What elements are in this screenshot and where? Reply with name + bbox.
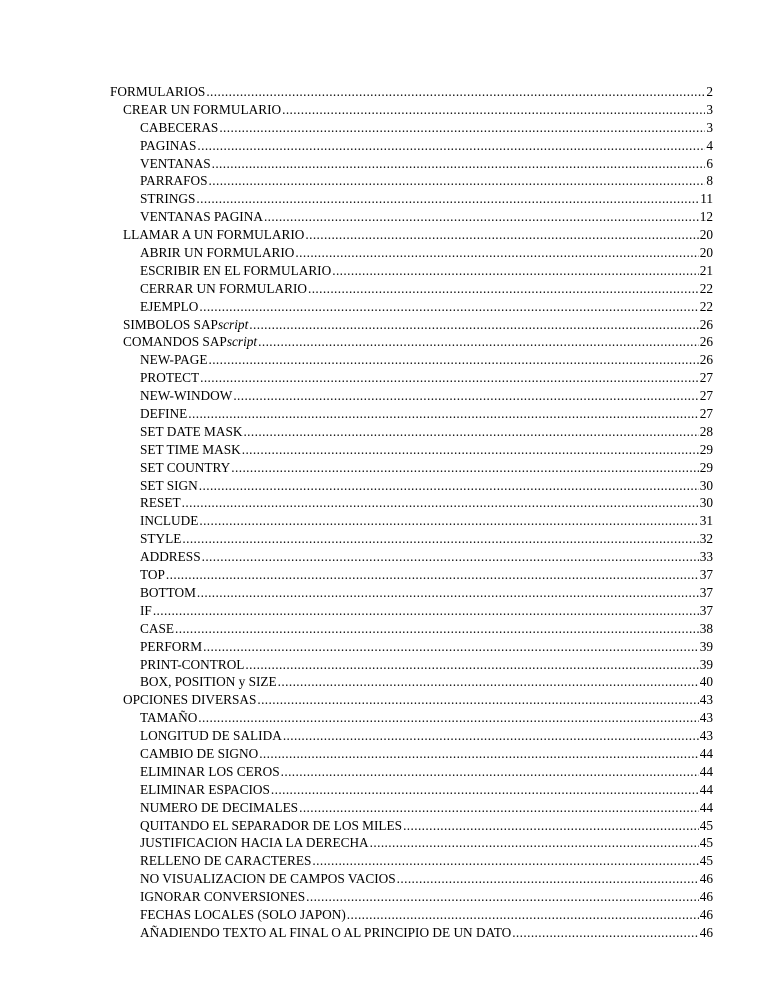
- toc-entry-title: FECHAS LOCALES (SOLO JAPON): [140, 906, 346, 922]
- dot-leader: [258, 333, 699, 351]
- dot-leader: [199, 512, 698, 530]
- toc-entry[interactable]: [110, 656, 713, 674]
- toc-entry-page-number: 26: [699, 352, 713, 368]
- toc-entry-title: RESET: [140, 495, 181, 511]
- dot-leader: [203, 638, 699, 656]
- dot-leader: [219, 119, 705, 137]
- toc-entry-title-italic: script: [226, 334, 258, 350]
- toc-entry[interactable]: [110, 155, 713, 173]
- toc-entry-label: [123, 101, 281, 119]
- dot-leader: [212, 155, 706, 173]
- toc-entry[interactable]: [110, 673, 713, 691]
- toc-entry-title: NEW-PAGE: [140, 352, 208, 368]
- toc-entry-page-number: 43: [699, 692, 713, 708]
- toc-entry-page-number: 44: [699, 745, 713, 761]
- dot-leader: [264, 208, 699, 226]
- toc-entry-title: TAMAÑO: [140, 710, 198, 726]
- toc-entry[interactable]: [110, 566, 713, 584]
- toc-entry-label: [140, 423, 242, 441]
- toc-entry[interactable]: [110, 799, 713, 817]
- toc-entry-label: [140, 673, 277, 691]
- dot-leader: [182, 530, 698, 548]
- toc-entry[interactable]: [110, 924, 713, 942]
- toc-entry-label: [140, 172, 208, 190]
- toc-entry-page-number: 37: [699, 567, 713, 583]
- toc-entry-label: [140, 441, 241, 459]
- toc-entry-label: [140, 727, 282, 745]
- toc-entry-page-number: 27: [699, 370, 713, 386]
- dot-leader: [305, 226, 698, 244]
- toc-entry-page-number: 44: [699, 781, 713, 797]
- toc-entry-page-number: 28: [699, 423, 713, 439]
- toc-entry-title: CABECERAS: [140, 119, 219, 135]
- toc-entry-label: [123, 226, 304, 244]
- toc-entry[interactable]: [110, 530, 713, 548]
- toc-entry-label: [140, 405, 187, 423]
- toc-entry-page-number: 2: [706, 84, 713, 99]
- dot-leader: [200, 369, 699, 387]
- toc-entry-title: PAGINAS: [140, 137, 197, 153]
- dot-leader: [308, 280, 699, 298]
- toc-entry[interactable]: [110, 691, 713, 709]
- toc-entry-title: ABRIR UN FORMULARIO: [140, 245, 295, 261]
- toc-entry-label: [140, 548, 201, 566]
- toc-entry-title: SET TIME MASK: [140, 441, 241, 457]
- toc-entry-page-number: 33: [699, 549, 713, 565]
- toc-entry-page-number: 12: [699, 209, 713, 225]
- toc-entry[interactable]: [110, 190, 713, 208]
- toc-entry[interactable]: [110, 781, 713, 799]
- toc-entry-page-number: 37: [699, 584, 713, 600]
- toc-entry[interactable]: [110, 512, 713, 530]
- dot-leader: [370, 834, 699, 852]
- dot-leader: [312, 852, 698, 870]
- toc-entry[interactable]: [110, 298, 713, 316]
- toc-entry-label: [140, 530, 181, 548]
- toc-entry-page-number: 39: [699, 638, 713, 654]
- dot-leader: [208, 351, 698, 369]
- toc-entry-title: LONGITUD DE SALIDA: [140, 728, 282, 744]
- toc-entry-title: JUSTIFICACION HACIA LA DERECHA: [140, 835, 369, 851]
- toc-entry[interactable]: [110, 119, 713, 137]
- toc-entry-page-number: 8: [706, 173, 713, 189]
- toc-entry-title: PARRAFOS: [140, 173, 208, 189]
- toc-entry-page-number: 46: [699, 924, 713, 940]
- dot-leader: [281, 763, 699, 781]
- toc-entry-label: [140, 834, 369, 852]
- toc-entry-label: [140, 351, 207, 369]
- toc-entry[interactable]: [110, 745, 713, 763]
- toc-entry-title: STRINGS: [140, 191, 196, 207]
- dot-leader: [283, 727, 699, 745]
- toc-entry-label: [140, 638, 202, 656]
- toc-entry-page-number: 37: [699, 602, 713, 618]
- toc-entry-title-italic: script: [217, 316, 249, 332]
- toc-entry-page-number: 40: [699, 674, 713, 690]
- toc-entry-page-number: 45: [699, 817, 713, 833]
- toc-entry[interactable]: [110, 834, 713, 852]
- toc-entry-label: [140, 602, 152, 620]
- toc-entry[interactable]: [110, 584, 713, 602]
- toc-entry[interactable]: [110, 602, 713, 620]
- toc-entry-label: [140, 870, 396, 888]
- toc-entry-page-number: 43: [699, 728, 713, 744]
- toc-entry[interactable]: [110, 244, 713, 262]
- toc-entry-page-number: 31: [699, 513, 713, 529]
- toc-entry-title: NO VISUALIZACION DE CAMPOS VACIOS: [140, 871, 396, 887]
- toc-entry-label: [140, 656, 244, 674]
- toc-entry-label: [140, 906, 346, 924]
- toc-entry-label: [140, 584, 196, 602]
- toc-entry-title: COMANDOS SAP: [123, 334, 227, 350]
- dot-leader: [231, 459, 698, 477]
- toc-entry-label: [140, 566, 165, 584]
- dot-leader: [233, 387, 698, 405]
- toc-entry-title: VENTANAS: [140, 155, 211, 171]
- toc-entry-label: [140, 924, 511, 942]
- toc-entry-page-number: 39: [699, 656, 713, 672]
- toc-entry-label: [140, 155, 211, 173]
- toc-entry[interactable]: [110, 280, 713, 298]
- toc-entry[interactable]: [110, 477, 713, 495]
- dot-leader: [245, 656, 698, 674]
- table-of-contents: [110, 83, 713, 942]
- dot-leader: [257, 691, 698, 709]
- toc-entry-label: [140, 745, 258, 763]
- toc-entry-label: [140, 280, 307, 298]
- toc-entry-label: [140, 369, 199, 387]
- toc-entry-page-number: 21: [699, 262, 713, 278]
- toc-entry-page-number: 29: [699, 459, 713, 475]
- dot-leader: [202, 548, 699, 566]
- toc-entry-title: NEW-WINDOW: [140, 388, 233, 404]
- dot-leader: [259, 745, 699, 763]
- toc-entry-title: SET SIGN: [140, 477, 198, 493]
- toc-entry-label: [140, 298, 198, 316]
- toc-entry[interactable]: [110, 423, 713, 441]
- toc-entry[interactable]: [110, 83, 713, 101]
- toc-entry-page-number: 45: [699, 835, 713, 851]
- dot-leader: [196, 190, 699, 208]
- dot-leader: [182, 494, 699, 512]
- dot-leader: [306, 888, 699, 906]
- toc-entry-label: [140, 208, 263, 226]
- toc-entry-title: EJEMPLO: [140, 298, 199, 314]
- toc-entry-page-number: 22: [699, 280, 713, 296]
- toc-entry[interactable]: [110, 548, 713, 566]
- toc-entry-label: [110, 83, 205, 101]
- toc-entry-label: [140, 494, 181, 512]
- toc-entry-title: IGNORAR CONVERSIONES: [140, 889, 306, 905]
- toc-entry-title: SIMBOLOS SAP: [123, 316, 218, 332]
- toc-entry[interactable]: [110, 494, 713, 512]
- toc-entry[interactable]: [110, 387, 713, 405]
- toc-entry-label: [140, 620, 174, 638]
- toc-entry-label: [140, 262, 331, 280]
- toc-entry[interactable]: [110, 888, 713, 906]
- dot-leader: [271, 781, 699, 799]
- dot-leader: [197, 137, 705, 155]
- toc-entry[interactable]: [110, 316, 713, 334]
- toc-entry-page-number: 4: [706, 137, 713, 153]
- dot-leader: [188, 405, 698, 423]
- toc-entry[interactable]: [110, 172, 713, 190]
- dot-leader: [347, 906, 699, 924]
- dot-leader: [209, 172, 706, 190]
- toc-entry-page-number: 3: [706, 101, 713, 117]
- toc-entry[interactable]: [110, 620, 713, 638]
- toc-entry-title: OPCIONES DIVERSAS: [123, 692, 257, 708]
- toc-entry[interactable]: [110, 906, 713, 924]
- toc-entry-title: SET COUNTRY: [140, 459, 231, 475]
- dot-leader: [295, 244, 698, 262]
- toc-entry-title: PRINT-CONTROL: [140, 656, 245, 672]
- dot-leader: [199, 298, 698, 316]
- toc-entry-label: [123, 316, 248, 334]
- toc-entry-title: CAMBIO DE SIGNO: [140, 745, 259, 761]
- toc-entry-title: BOTTOM: [140, 584, 196, 600]
- toc-entry[interactable]: [110, 763, 713, 781]
- toc-entry[interactable]: [110, 405, 713, 423]
- toc-entry[interactable]: [110, 727, 713, 745]
- toc-entry[interactable]: [110, 226, 713, 244]
- dot-leader: [243, 423, 698, 441]
- toc-entry-page-number: 44: [699, 763, 713, 779]
- toc-entry-title: ELIMINAR LOS CEROS: [140, 763, 280, 779]
- toc-entry[interactable]: [110, 137, 713, 155]
- toc-entry[interactable]: [110, 101, 713, 119]
- toc-entry-label: [140, 137, 196, 155]
- dot-leader: [242, 441, 699, 459]
- dot-leader: [206, 83, 705, 101]
- toc-entry-title: CASE: [140, 620, 174, 636]
- toc-entry-page-number: 46: [699, 871, 713, 887]
- toc-entry-page-number: 22: [699, 298, 713, 314]
- toc-entry-label: [140, 763, 280, 781]
- toc-entry-page-number: 26: [699, 334, 713, 350]
- toc-entry-label: [123, 333, 257, 351]
- toc-entry[interactable]: [110, 852, 713, 870]
- dot-leader: [299, 799, 699, 817]
- toc-entry-page-number: 26: [699, 316, 713, 332]
- toc-entry-label: [140, 852, 311, 870]
- dot-leader: [397, 870, 699, 888]
- toc-entry-title: FORMULARIOS: [110, 84, 206, 99]
- toc-entry-label: [140, 387, 232, 405]
- toc-entry-title: DEFINE: [140, 406, 188, 422]
- toc-entry-title: LLAMAR A UN FORMULARIO: [123, 227, 305, 243]
- toc-entry-page-number: 32: [699, 531, 713, 547]
- toc-entry-label: [140, 477, 198, 495]
- toc-entry[interactable]: [110, 870, 713, 888]
- toc-entry-page-number: 11: [700, 191, 713, 207]
- toc-entry-title: VENTANAS PAGINA: [140, 209, 263, 225]
- toc-entry-page-number: 45: [699, 853, 713, 869]
- toc-entry-page-number: 46: [699, 906, 713, 922]
- toc-entry[interactable]: [110, 441, 713, 459]
- toc-entry-title: AÑADIENDO TEXTO AL FINAL O AL PRINCIPIO DE UN DATO: [140, 924, 512, 940]
- toc-entry-page-number: 46: [699, 889, 713, 905]
- toc-entry-label: [140, 709, 197, 727]
- toc-entry-label: [140, 119, 218, 137]
- toc-entry-title: RELLENO DE CARACTERES: [140, 853, 312, 869]
- toc-entry-title: PROTECT: [140, 370, 200, 386]
- toc-entry[interactable]: [110, 369, 713, 387]
- toc-entry-title: STYLE: [140, 531, 182, 547]
- dot-leader: [198, 709, 698, 727]
- toc-entry[interactable]: [110, 208, 713, 226]
- toc-entry-page-number: 29: [699, 441, 713, 457]
- dot-leader: [175, 620, 699, 638]
- toc-entry-page-number: 30: [699, 477, 713, 493]
- toc-entry-page-number: 43: [699, 710, 713, 726]
- toc-entry-label: [140, 888, 305, 906]
- toc-entry-title: IF: [140, 602, 152, 618]
- toc-entry[interactable]: [110, 262, 713, 280]
- toc-entry-title: BOX, POSITION y SIZE: [140, 674, 277, 690]
- toc-entry-page-number: 20: [699, 227, 713, 243]
- toc-entry[interactable]: [110, 817, 713, 835]
- toc-entry-page-number: 3: [706, 119, 713, 135]
- toc-entry-page-number: 6: [706, 155, 713, 171]
- dot-leader: [282, 101, 705, 119]
- toc-entry-page-number: 38: [699, 620, 713, 636]
- toc-entry-label: [140, 799, 298, 817]
- toc-entry-label: [140, 817, 402, 835]
- toc-entry-page-number: 30: [699, 495, 713, 511]
- dot-leader: [332, 262, 698, 280]
- dot-leader: [403, 817, 699, 835]
- toc-entry-page-number: 27: [699, 406, 713, 422]
- dot-leader: [512, 924, 699, 942]
- dot-leader: [166, 566, 699, 584]
- toc-entry-title: ESCRIBIR EN EL FORMULARIO: [140, 262, 332, 278]
- toc-entry-page-number: 27: [699, 388, 713, 404]
- toc-entry[interactable]: [110, 709, 713, 727]
- toc-entry-label: [140, 244, 294, 262]
- dot-leader: [278, 673, 699, 691]
- dot-leader: [153, 602, 699, 620]
- toc-entry-title: ELIMINAR ESPACIOS: [140, 781, 270, 797]
- toc-entry-label: [140, 512, 198, 530]
- toc-entry-label: [140, 190, 195, 208]
- toc-entry-label: [140, 459, 230, 477]
- toc-entry-title: QUITANDO EL SEPARADOR DE LOS MILES: [140, 817, 403, 833]
- dot-leader: [249, 316, 698, 334]
- toc-entry-title: PERFORM: [140, 638, 203, 654]
- toc-entry-title: CREAR UN FORMULARIO: [123, 101, 282, 117]
- toc-entry-page-number: 20: [699, 245, 713, 261]
- toc-entry-label: [140, 781, 270, 799]
- toc-entry-title: TOP: [140, 567, 165, 583]
- toc-entry[interactable]: [110, 333, 713, 351]
- toc-entry-title: NUMERO DE DECIMALES: [140, 799, 299, 815]
- dot-leader: [199, 477, 699, 495]
- dot-leader: [197, 584, 699, 602]
- toc-entry-page-number: 44: [699, 799, 713, 815]
- toc-entry-title: INCLUDE: [140, 513, 199, 529]
- toc-entry-label: [123, 691, 256, 709]
- toc-entry[interactable]: [110, 459, 713, 477]
- toc-entry-title: ADDRESS: [140, 549, 201, 565]
- toc-entry-title: SET DATE MASK: [140, 423, 243, 439]
- toc-entry[interactable]: [110, 638, 713, 656]
- toc-entry-title: CERRAR UN FORMULARIO: [140, 280, 307, 296]
- toc-entry[interactable]: [110, 351, 713, 369]
